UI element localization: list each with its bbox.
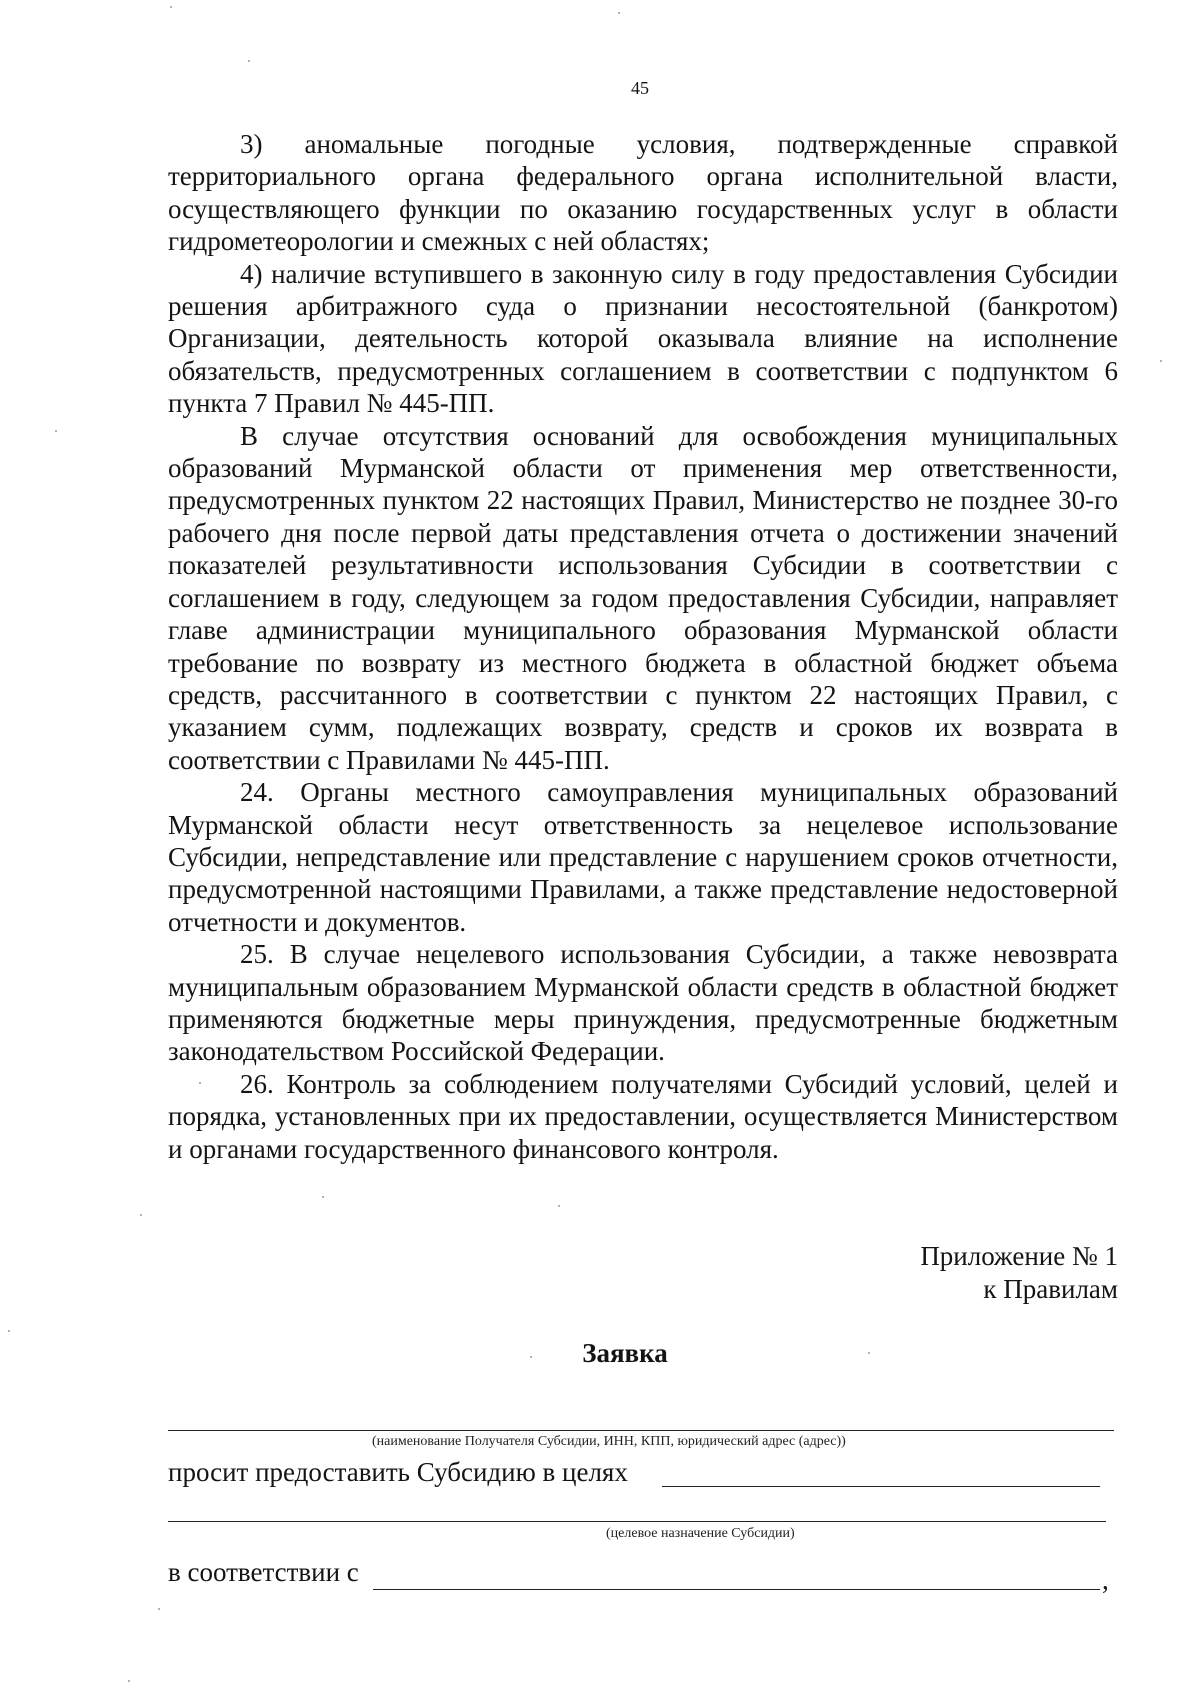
scan-speck [530, 1356, 532, 1358]
request-text: просит предоставить Субсидию в целях [168, 1457, 628, 1487]
scan-speck [128, 1680, 130, 1682]
purpose-blank-line [662, 1486, 1100, 1487]
accordance-blank-line [373, 1589, 1100, 1590]
paragraph-item-3: 3) аномальные погодные условия, подтвержденные справкой территориального органа федерального органа исполнительной власти, осуществляющего функции по оказанию государственных услуг в области гидрометеорологии и смежных с ней областях; [168, 129, 1118, 257]
appendix-header [920, 1240, 1118, 1306]
page-number: 45 [631, 78, 649, 98]
form-title: Заявка [582, 1338, 668, 1368]
scan-speck [558, 1205, 560, 1207]
scan-speck [8, 1330, 10, 1332]
scan-speck [1160, 360, 1162, 362]
scan-speck [158, 1608, 160, 1610]
purpose-full-line [168, 1521, 1106, 1522]
appendix-number: Приложение № 1 [920, 1241, 1118, 1271]
document-body [168, 128, 1118, 1165]
scan-speck [55, 430, 57, 432]
purpose-caption: (целевое назначение Субсидии) [606, 1526, 795, 1541]
scan-speck [140, 1214, 142, 1216]
paragraph-24: 24. Органы местного самоуправления муниципальных образований Мурманской области несут ответственность за нецелевое использование Субсидии, непредставление или представление с нарушением сроков отчетности, предусмотренной настоящими Правилами, а также представление недостоверной отчетности и документов. [168, 777, 1118, 937]
accordance-text: в соответствии с [168, 1557, 359, 1587]
recipient-name-line [168, 1430, 1114, 1431]
paragraph-26: 26. Контроль за соблюдением получателями Субсидий условий, целей и порядка, установленных при их предоставлении, осуществляется Министерством и органами государственного финансового контроля. [168, 1068, 1118, 1164]
scan-speck [199, 1082, 201, 1084]
scan-speck [170, 6, 172, 8]
paragraph-25: 25. В случае нецелевого использования Субсидии, а также невозврата муниципальным образованием Мурманской области средств в областной бюджет применяются бюджетные меры принуждения, предусмотренные бюджетным законодательством Российской Федерации. [168, 939, 1118, 1067]
scan-speck [322, 1196, 324, 1198]
paragraph-item-4: 4) наличие вступившего в законную силу в году предоставления Субсидии решения арбитражного суда о признании несостоятельной (банкротом) Организации, деятельность которой оказывала влияние на исполнение обязательств, предусмотренных соглашением в соответствии с подпунктом 6 пункта 7 Правил № 445-ПП. [168, 258, 1118, 419]
paragraph-refund-requirement: В случае отсутствия оснований для освобождения муниципальных образований Мурманской области от применения мер ответственности, предусмотренных пунктом 22 настоящих Правил, Министерство не позднее 30-го рабочего дня после первой даты представления отчета о достижении значений показателей результативности использования Субсидии в соответствии с соглашением в году, следующем за годом предоставления Субсидии, направляет главе администрации муниципального образования Мурманской области требование по возврату из местного бюджета в областной бюджет объема средств, рассчитанного в соответствии с пунктом 22 настоящих Правил, с указанием сумм, подлежащих возврату, средств и сроков их возврата в соответствии с Правилами № 445-ПП. [168, 420, 1118, 775]
scan-speck [868, 1352, 870, 1354]
scan-speck [618, 12, 620, 14]
recipient-name-caption: (наименование Получателя Субсидии, ИНН, КПП, юридический адрес (адрес)) [372, 1434, 846, 1449]
scan-speck [248, 60, 250, 62]
appendix-reference: к Правилам [983, 1274, 1118, 1304]
accordance-trailing-comma: , [1102, 1565, 1109, 1595]
